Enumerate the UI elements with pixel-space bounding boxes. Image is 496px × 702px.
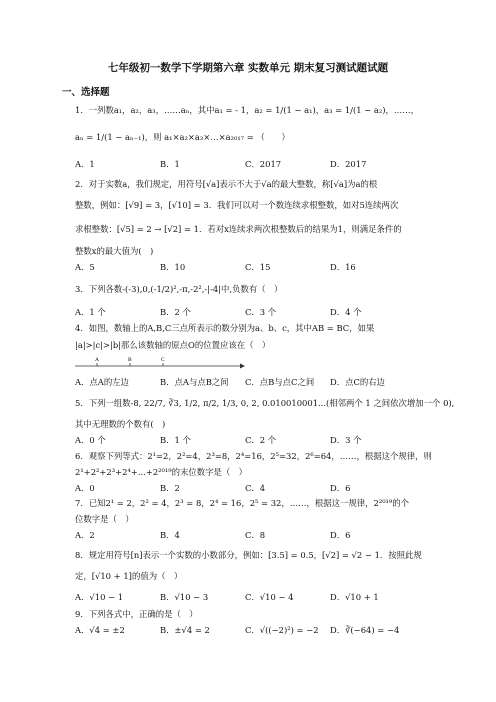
q8-option-b: B．√10 − 3 — [160, 592, 209, 602]
q4-option-c: C．点B与点C之间 — [245, 377, 315, 387]
number-line-arrow — [240, 364, 245, 369]
q7-option-b: B．4 — [160, 530, 180, 540]
q2-option-b: B．10 — [160, 262, 186, 272]
q6-option-b: B．2 — [160, 483, 180, 493]
q3-option-d: D．4 个 — [330, 307, 362, 317]
question-2-line-4: 整数x的最大值为( ) — [75, 246, 154, 256]
q4-option-d: D．点C的右边 — [330, 377, 385, 387]
q7-option-a: A．2 — [75, 530, 95, 540]
q5-option-c: C．2 个 — [245, 435, 277, 445]
number-line-figure — [75, 356, 245, 372]
question-4-line-2: |a|>|c|>|b|那么该数轴的原点O的位置应该在（ ） — [75, 340, 271, 350]
question-2-line-2: 整数，例如：[√9] = 3，[√10] = 3．我们可以对一个数连续求根整数，如对5连续两次 — [75, 200, 399, 210]
q2-option-c: C．15 — [245, 262, 271, 272]
q8-option-a: A．√10 − 1 — [75, 592, 124, 602]
document-title: 七年级初一数学下学期第六章 实数单元 期末复习测试题试题 — [107, 62, 389, 74]
q6-option-a: A．0 — [75, 483, 95, 493]
question-5-line-1: 5．下列一组数-8, 22/7, ∛3, 1/2, π/2, 1/3, 0, 2, 0.010010001...(相邻两个 1 之间依次增加一个 0), — [75, 398, 455, 408]
question-8-line-1: 8．规定用符号[n]表示一个实数的小数部分，例如：[3.5] = 0.5，[√2] = √2 − 1．按照此规 — [75, 550, 422, 560]
section-heading: 一、选择题 — [62, 87, 110, 98]
q8-option-d: D．√10 + 1 — [330, 592, 379, 602]
q9-option-a: A．√4 = ±2 — [75, 625, 125, 635]
question-9-line-1: 9．下列各式中，正确的是（ ） — [75, 609, 198, 619]
q2-option-a: A．5 — [75, 262, 95, 272]
question-7-line-1: 7．已知2¹ = 2，2² = 4，2³ = 8，2⁴ = 16，2⁵ = 32，……，根据这一规律，2²⁰¹⁹的个 — [75, 498, 410, 508]
question-6-line-2: 2¹+2²+2³+2⁴+...+2²⁰¹⁹的末位数字是（ ） — [75, 467, 247, 477]
q5-option-b: B．1 个 — [160, 435, 191, 445]
question-2-line-3: 求根整数：[√5] = 2 → [√2] = 1．若对x连续求两次根整数后的结果为1，则满足条件的 — [75, 224, 402, 234]
q6-option-d: D．6 — [330, 483, 351, 493]
q3-option-c: C．3 个 — [245, 307, 277, 317]
question-1-line-2: aₙ = 1/(1 − aₙ₋₁)，则 a₁×a₂×a₃×…×a₂₀₁₇ = （ ） — [75, 132, 290, 142]
q5-option-a: A．0 个 — [75, 435, 106, 445]
q8-option-c: C．√10 − 4 — [245, 592, 294, 602]
q1-option-b: B．1 — [160, 159, 180, 169]
q3-option-a: A．1 个 — [75, 307, 106, 317]
label-a: A — [95, 357, 99, 363]
q4-option-b: B．点A与点B之间 — [160, 377, 229, 387]
q9-option-d: D．∛(−64) = −4 — [330, 625, 400, 635]
q6-option-c: C．4 — [245, 483, 266, 493]
question-4-line-1: 4．如图，数轴上的A,B,C三点所表示的数分别为a、b、c，其中AB = BC，如果 — [75, 323, 375, 333]
q7-option-c: C．8 — [245, 530, 266, 540]
q4-option-a: A．点A的左边 — [75, 377, 129, 387]
q9-option-c: C．√((−2)²) = −2 — [245, 625, 319, 635]
question-8-line-2: 定，[√10 + 1]的值为（ ） — [75, 571, 183, 581]
question-5-line-2: 其中无理数的个数有( ) — [75, 419, 166, 429]
q1-option-d: D．2017 — [330, 159, 367, 169]
q2-option-d: D．16 — [330, 262, 356, 272]
question-1-line-1: 1．一列数a₁，a₂，a₃，……aₙ，其中a₁ = - 1，a₂ = 1/(1 − a₁)，a₃ = 1/(1 − a₂)，……， — [75, 105, 420, 115]
q1-option-c: C．2017 — [245, 159, 282, 169]
q3-option-b: B．2 个 — [160, 307, 191, 317]
q7-option-d: D．6 — [330, 530, 351, 540]
q9-option-b: B．±√4 = 2 — [160, 625, 210, 635]
q5-option-d: D．3 个 — [330, 435, 362, 445]
question-6-line-1: 6．观察下列等式：2¹=2，2²=4，2³=8，2⁴=16，2⁵=32，2⁶=64，……，根据这个规律，则 — [75, 451, 432, 461]
q1-option-a: A．1 — [75, 159, 95, 169]
label-c: C — [161, 357, 165, 363]
question-2-line-1: 2．对于实数a，我们规定，用符号[√a]表示不大于√a的最大整数，称[√a]为a的根 — [75, 179, 378, 189]
label-b: B — [128, 357, 132, 363]
question-7-line-2: 位数字是（ ） — [75, 514, 134, 524]
question-3-line-1: 3．下列各数-(-3),0,(-1/2)²,-π,-2²,-|-4|中,负数有（ ） — [75, 284, 283, 294]
